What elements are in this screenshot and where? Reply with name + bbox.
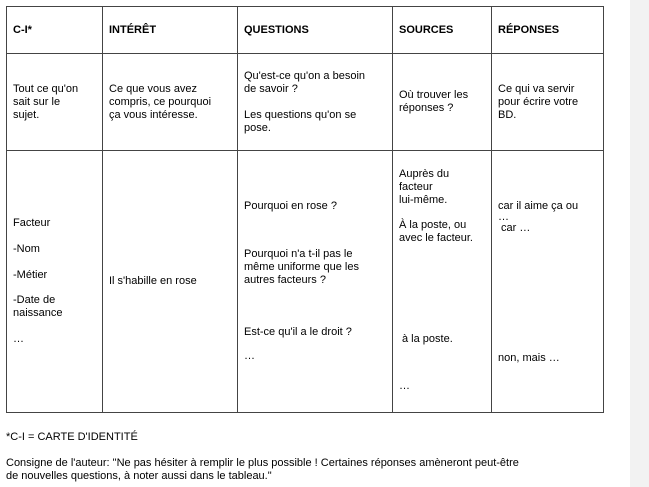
text-line: Ce qui va servir xyxy=(498,82,575,95)
cell-interet-example xyxy=(103,151,238,413)
table-header-row xyxy=(7,7,604,54)
header-reponses: RÉPONSES xyxy=(492,7,604,54)
text-line: pour écrire votre xyxy=(498,95,579,108)
text-line: facteur xyxy=(399,181,433,193)
text-line: Il s'habille en rose xyxy=(109,275,197,287)
identity-table xyxy=(6,6,604,413)
text-line: … xyxy=(13,333,24,345)
text-line: de savoir ? xyxy=(244,82,298,95)
text-line: à la poste. xyxy=(402,333,453,345)
text-line: Ce que vous avez xyxy=(109,82,198,95)
cell-questions-desc xyxy=(238,54,393,151)
text-line: car … xyxy=(501,222,531,234)
text-line: … xyxy=(399,380,410,392)
table-row-example xyxy=(7,151,604,413)
text-line: -Métier xyxy=(13,269,48,281)
text-line: lui-même. xyxy=(399,194,448,206)
text-line: Pourquoi n'a t-il pas le xyxy=(244,248,353,260)
text-line: non, mais … xyxy=(498,352,560,364)
cell-interet-desc xyxy=(103,54,238,151)
text-line: sujet. xyxy=(13,108,40,121)
text-line: -Date de xyxy=(13,294,56,306)
cell-ci-desc xyxy=(7,54,103,151)
page-margin-strip xyxy=(630,0,649,487)
text-line: Qu'est-ce qu'on a besoin xyxy=(244,69,365,82)
text-line: compris, ce pourquoi xyxy=(109,95,212,108)
text-line: sait sur le xyxy=(13,95,61,108)
text-line: pose. xyxy=(244,121,271,134)
text-line: autres facteurs ? xyxy=(244,274,326,286)
text-line: naissance xyxy=(13,307,63,319)
author-instruction-line-2: de nouvelles questions, à noter aussi dans le tableau." xyxy=(6,470,272,482)
text-line: Les questions qu'on se xyxy=(244,108,357,121)
header-ci: C-I* xyxy=(7,7,103,54)
cell-ci-example xyxy=(7,151,103,413)
text-line: Est-ce qu'il a le droit ? xyxy=(244,326,352,338)
text-line: car il aime ça ou xyxy=(498,200,579,212)
header-sources: SOURCES xyxy=(393,7,492,54)
text-line: À la poste, ou xyxy=(399,219,467,231)
text-line: ça vous intéresse. xyxy=(109,108,198,121)
text-line: -Nom xyxy=(13,243,40,255)
cell-questions-example xyxy=(238,151,393,413)
text-line: … xyxy=(498,211,509,223)
footnote: *C-I = CARTE D'IDENTITÉ xyxy=(6,431,138,443)
text-line: Où trouver les xyxy=(399,89,469,101)
text-line: Pourquoi en rose ? xyxy=(244,200,337,212)
cell-sources-desc xyxy=(393,54,492,151)
text-line: réponses ? xyxy=(399,102,454,114)
table-row-description xyxy=(7,54,604,151)
header-questions: QUESTIONS xyxy=(238,7,393,54)
author-instruction-line-1: Consigne de l'auteur: "Ne pas hésiter à remplir le plus possible ! Certaines réponses amèneront peut-être xyxy=(6,457,519,469)
text-line: Tout ce qu'on xyxy=(13,82,79,95)
text-line: BD. xyxy=(498,108,517,121)
text-line: Facteur xyxy=(13,217,51,229)
cell-reponses-desc xyxy=(492,54,604,151)
cell-reponses-example xyxy=(492,151,604,413)
header-interet: INTÉRÊT xyxy=(103,7,238,54)
text-line: Auprès du xyxy=(399,168,450,180)
text-line: avec le facteur. xyxy=(399,232,473,244)
text-line: … xyxy=(244,350,255,362)
text-line: même uniforme que les xyxy=(244,261,359,273)
cell-sources-example xyxy=(393,151,492,413)
